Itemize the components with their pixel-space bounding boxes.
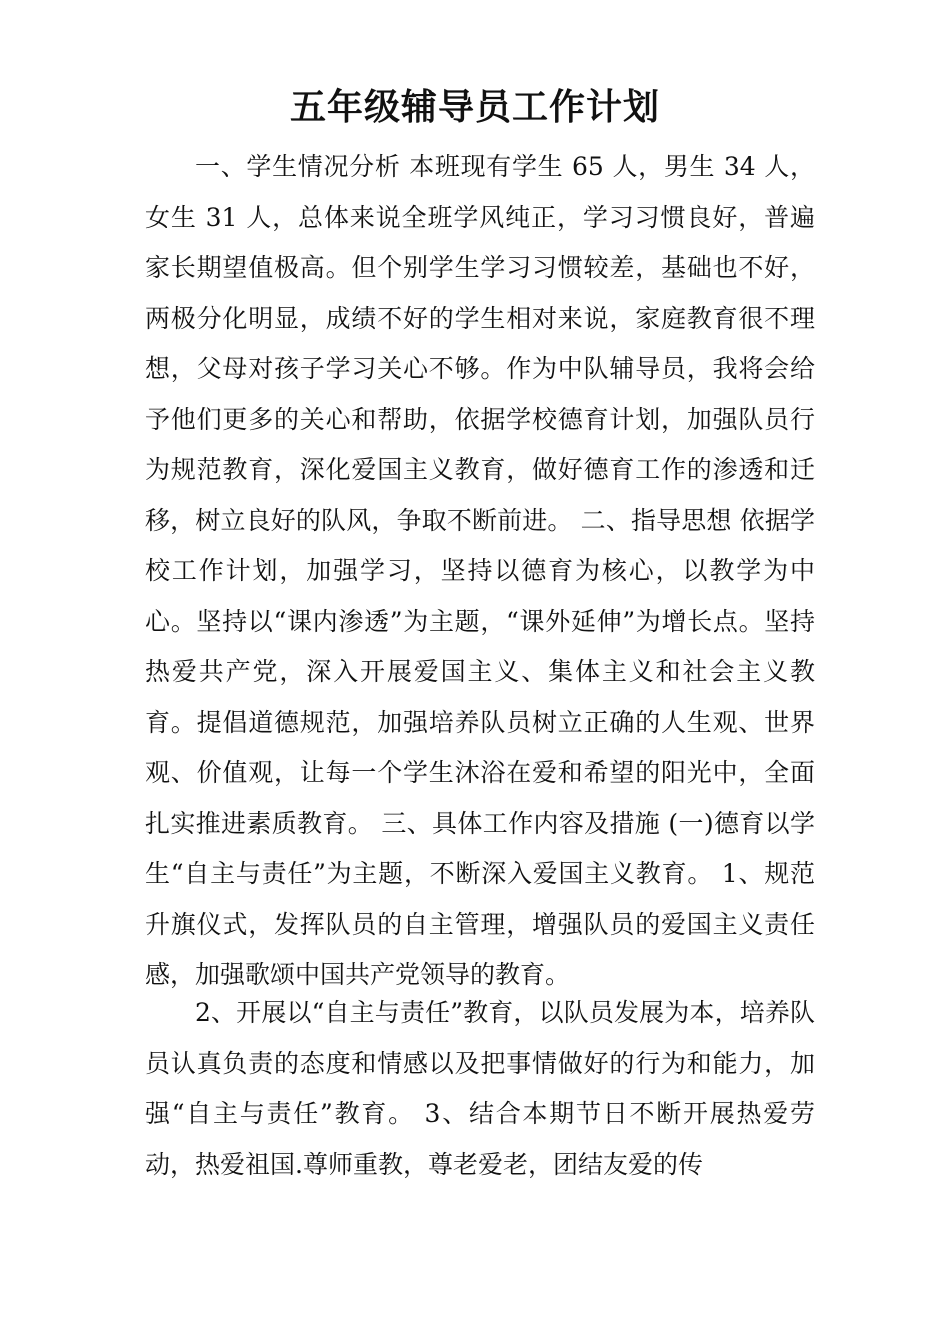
document-title: 五年级辅导员工作计划 [289, 86, 660, 128]
body-paragraph-1: 一、学生情况分析 本班现有学生 65 人，男生 34 人，女生 31 人，总体来说全班学风纯正，学习习惯良好，普遍家长期望值极高。但个别学生学习习惯较差，基础也不好，两极分化明显，成绩不好的学生相对来说，家庭教育很不理想，父母对孩子学习关心不够。作为中队辅导员，我将会给予他们更多的关心和帮助，依据学校德育计划，加强队员行为规范教育，深化爱国主义教育，做好德育工作的渗透和迁移，树立良好的队风，争取不断前进。 二、指导思想 依据学校工作计划，加强学习，坚持以德育为核心，以教学为中心。坚持以“课内渗透”为主题，“课外延伸”为增长点。坚持热爱共产党，深入开展爱国主义、集体主义和社会主义教育。提倡道德规范，加强培养队员树立正确的人生观、世界观、价值观，让每一个学生沐浴在爱和希望的阳光中，全面扎实推进素质教育。 三、具体工作内容及措施 (一)德育以学生“自主与责任”为主题，不断深入爱国主义教育。 1、规范升旗仪式，发挥队员的自主管理，增强队员的爱国主义责任感，加强歌颂中国共产党领导的教育。 [145, 152, 815, 989]
body-paragraph-2: 2、开展以“自主与责任”教育，以队员发展为本，培养队员认真负责的态度和情感以及把事情做好的行为和能力，加强“自主与责任”教育。 3、结合本期节日不断开展热爱劳动，热爱祖国.尊师重教，尊老爱老，团结友爱的传 [145, 998, 815, 1179]
